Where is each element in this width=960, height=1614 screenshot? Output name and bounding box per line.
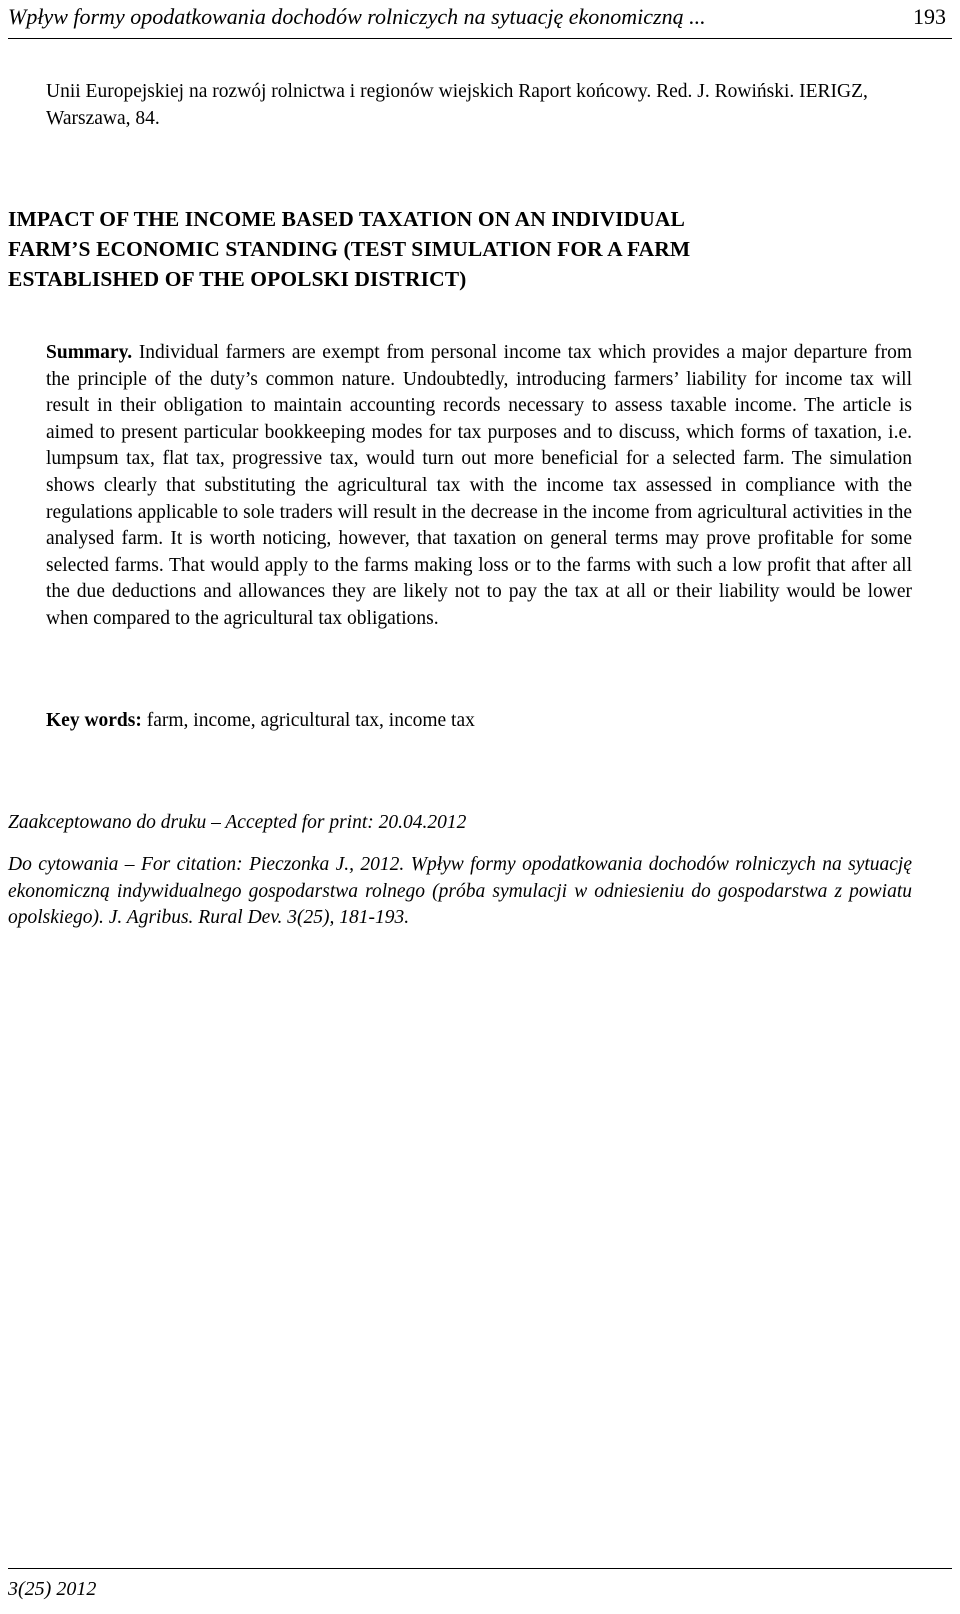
running-title: Wpływ formy opodatkowania dochodów rolniczych na sytuację ekonomiczną ... <box>8 4 706 29</box>
running-header <box>8 2 952 39</box>
title-line: IMPACT OF THE INCOME BASED TAXATION ON AN INDIVIDUAL <box>8 207 685 231</box>
title-line: ESTABLISHED OF THE OPOLSKI DISTRICT) <box>8 267 467 291</box>
title-line: FARM’S ECONOMIC STANDING (TEST SIMULATION FOR A FARM <box>8 237 691 261</box>
keywords-text: farm, income, agricultural tax, income tax <box>146 710 475 731</box>
issue-number: 3(25) 2012 <box>8 1578 97 1600</box>
keywords-label: Key words: <box>46 710 142 731</box>
accepted-date: Zaakceptowano do druku – Accepted for print: 20.04.2012 <box>8 812 467 833</box>
reference-continuation: Unii Europejskiej na rozwój rolnictwa i regionów wiejskich Raport końcowy. Red. J. Rowiński. IERIGZ, Warszawa, 84. <box>46 81 868 129</box>
summary-text: Individual farmers are exempt from personal income tax which provides a major departure from the principle of the duty’s common nature. Undoubtedly, introducing farmers’ liability for income tax will result in their obligation to maintain accounting records necessary to assess taxable income. The article is aimed to present particular bookkeeping modes for tax purposes and to discuss, which forms of taxation, i.e. lumpsum tax, flat tax, progressive tax, would turn out more beneficial for a selected farm. The simulation shows clearly that substituting the agricultural tax with the income tax assessed in compliance with the regulations applicable to sole traders will result in the decrease in the income from agricultural activities in the analysed farm. It is worth noticing, however, that taxation on general terms may prove profitable for some selected farms. That would apply to the farms making loss or to the farms with such a low profit that after all the due deductions and allowances they are likely not to pay the tax at all or their liability would be lower when compared to the agricultural tax obligations. <box>46 342 913 629</box>
page-number: 193 <box>913 4 946 29</box>
citation: Do cytowania – For citation: Pieczonka J., 2012. Wpływ formy opodatkowania dochodów rolniczych na sytuację ekonomiczną indywidualnego gospodarstwa rolnego (próba symulacji w odniesieniu do gospodarstwa z powiatu opolskiego). J. Agribus. Rural Dev. 3(25), 181-193. <box>8 854 912 928</box>
keywords-paragraph <box>46 708 912 734</box>
summary-paragraph <box>46 340 912 633</box>
article-title <box>8 204 908 294</box>
summary-label: Summary. <box>46 342 133 363</box>
running-footer <box>8 1568 952 1601</box>
